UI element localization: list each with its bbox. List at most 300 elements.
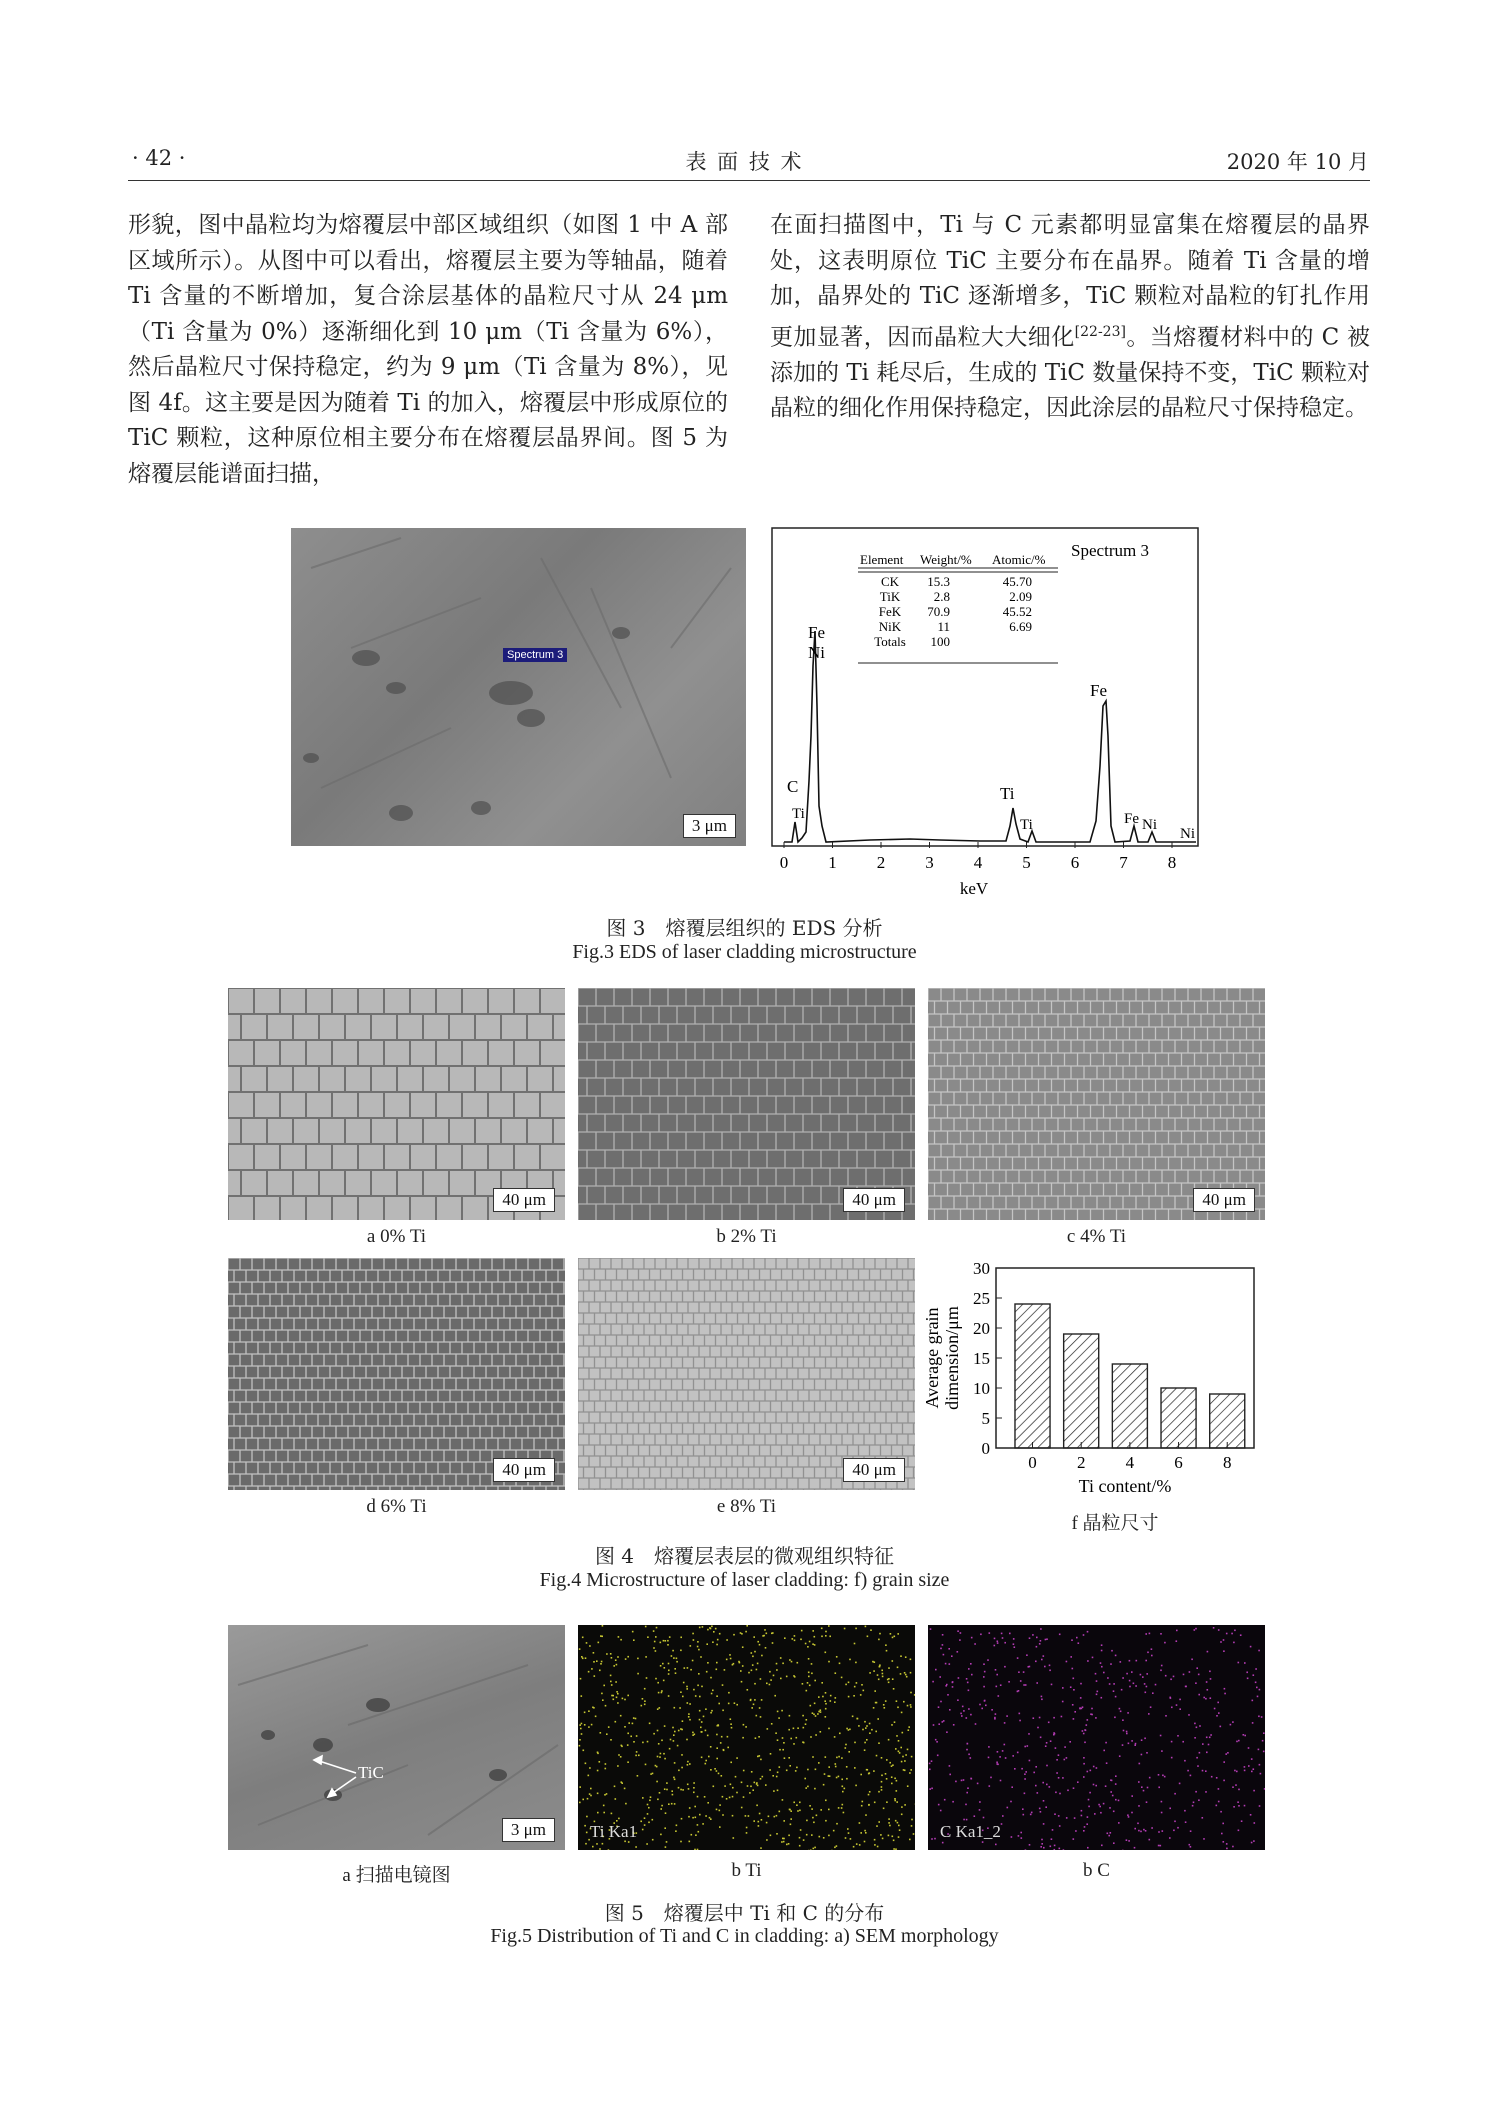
element-dot — [579, 1802, 581, 1804]
element-dot — [1024, 1793, 1026, 1795]
element-dot — [1045, 1639, 1047, 1641]
element-dot — [1046, 1638, 1048, 1640]
element-dot — [825, 1635, 827, 1637]
element-dot — [751, 1771, 753, 1773]
element-dot — [1086, 1823, 1088, 1825]
element-dot — [824, 1773, 826, 1775]
element-dot — [1183, 1674, 1185, 1676]
element-dot — [897, 1667, 899, 1669]
spectrum-xtick-label: 5 — [1022, 853, 1031, 872]
element-dot — [644, 1688, 646, 1690]
element-dot — [600, 1663, 602, 1665]
element-dot — [687, 1702, 689, 1704]
element-dot — [741, 1681, 743, 1683]
element-dot — [1251, 1771, 1253, 1773]
element-dot — [1145, 1692, 1147, 1694]
element-dot — [815, 1715, 817, 1717]
element-dot — [888, 1682, 890, 1684]
element-dot — [892, 1678, 894, 1680]
spectrum-title: Spectrum 3 — [1071, 541, 1149, 560]
table-cell: 15.3 — [927, 574, 950, 589]
element-dot — [647, 1813, 649, 1815]
element-dot — [996, 1686, 998, 1688]
element-dot — [947, 1694, 949, 1696]
element-dot — [1010, 1801, 1012, 1803]
element-dot — [1244, 1770, 1246, 1772]
element-dot — [807, 1769, 809, 1771]
element-dot — [611, 1813, 613, 1815]
element-dot — [994, 1645, 996, 1647]
element-dot — [796, 1804, 798, 1806]
element-dot — [983, 1663, 985, 1665]
element-dot — [857, 1718, 859, 1720]
element-dot — [747, 1689, 749, 1691]
element-dot — [825, 1756, 827, 1758]
element-dot — [854, 1742, 856, 1744]
citation-ref: [22-23] — [1074, 323, 1126, 340]
element-dot — [1115, 1783, 1117, 1785]
element-dot — [704, 1796, 706, 1798]
element-dot — [640, 1821, 642, 1823]
element-dot — [1101, 1666, 1103, 1668]
element-dot — [905, 1754, 907, 1756]
element-dot — [1088, 1806, 1090, 1808]
element-dot — [736, 1792, 738, 1794]
element-dot — [929, 1788, 931, 1790]
element-dot — [895, 1848, 897, 1850]
element-dot — [970, 1778, 972, 1780]
element-dot — [907, 1749, 909, 1751]
element-dot — [900, 1673, 902, 1675]
element-dot — [1066, 1757, 1068, 1759]
element-dot — [1126, 1733, 1128, 1735]
element-dot — [590, 1788, 592, 1790]
element-dot — [814, 1680, 816, 1682]
element-dot — [735, 1776, 737, 1778]
element-dot — [708, 1756, 710, 1758]
element-dot — [1144, 1738, 1146, 1740]
element-dot — [810, 1705, 812, 1707]
element-dot — [620, 1639, 622, 1641]
element-dot — [1019, 1720, 1021, 1722]
element-dot — [652, 1773, 654, 1775]
element-dot — [1090, 1770, 1092, 1772]
element-dot — [997, 1642, 999, 1644]
element-dot — [878, 1639, 880, 1641]
element-dot — [1252, 1700, 1254, 1702]
element-dot — [689, 1719, 691, 1721]
fig4f-grain-chart — [920, 1258, 1270, 1506]
element-dot — [1091, 1714, 1093, 1716]
element-dot — [963, 1779, 965, 1781]
element-dot — [727, 1747, 729, 1749]
element-dot — [697, 1641, 699, 1643]
element-dot — [698, 1649, 700, 1651]
element-dot — [769, 1671, 771, 1673]
element-dot — [1216, 1715, 1218, 1717]
element-dot — [962, 1706, 964, 1708]
element-dot — [692, 1660, 694, 1662]
element-dot — [825, 1631, 827, 1633]
element-dot — [870, 1629, 872, 1631]
element-dot — [1199, 1725, 1201, 1727]
element-dot — [896, 1790, 898, 1792]
element-dot — [864, 1749, 866, 1751]
element-dot — [897, 1633, 899, 1635]
element-dot — [730, 1718, 732, 1720]
element-dot — [848, 1832, 850, 1834]
element-dot — [793, 1743, 795, 1745]
element-dot — [689, 1763, 691, 1765]
element-dot — [676, 1658, 678, 1660]
element-dot — [830, 1700, 832, 1702]
element-dot — [1216, 1805, 1218, 1807]
element-dot — [625, 1658, 627, 1660]
element-dot — [806, 1719, 808, 1721]
element-dot — [849, 1659, 851, 1661]
element-dot — [1002, 1750, 1004, 1752]
element-dot — [788, 1757, 790, 1759]
element-dot — [909, 1839, 911, 1841]
element-dot — [1073, 1689, 1075, 1691]
element-dot — [673, 1740, 675, 1742]
element-dot — [1146, 1686, 1148, 1688]
element-dot — [1169, 1837, 1171, 1839]
element-dot — [753, 1704, 755, 1706]
element-dot — [1218, 1712, 1220, 1714]
element-dot — [733, 1634, 735, 1636]
element-dot — [931, 1838, 933, 1840]
element-dot — [823, 1837, 825, 1839]
element-dot — [722, 1814, 724, 1816]
element-dot — [701, 1686, 703, 1688]
element-dot — [1151, 1827, 1153, 1829]
element-dot — [580, 1678, 582, 1680]
element-dot — [1066, 1817, 1068, 1819]
element-dot — [739, 1662, 741, 1664]
grain-boundaries — [228, 1258, 565, 1490]
element-dot — [911, 1756, 913, 1758]
element-dot — [1177, 1827, 1179, 1829]
element-dot — [705, 1730, 707, 1732]
element-dot — [1223, 1639, 1225, 1641]
element-dot — [757, 1663, 759, 1665]
element-dot — [674, 1779, 676, 1781]
element-dot — [702, 1626, 704, 1628]
element-dot — [805, 1643, 807, 1645]
element-dot — [989, 1785, 991, 1787]
element-dot — [600, 1635, 602, 1637]
element-dot — [670, 1739, 672, 1741]
element-dot — [1120, 1711, 1122, 1713]
element-dot — [758, 1736, 760, 1738]
fig5c-c-map — [928, 1625, 1265, 1850]
element-dot — [743, 1724, 745, 1726]
element-dot — [667, 1640, 669, 1642]
fig4-micrograph-b — [578, 988, 915, 1220]
element-dot — [1179, 1699, 1181, 1701]
element-dot — [675, 1672, 677, 1674]
element-dot — [756, 1715, 758, 1717]
element-dot — [1020, 1680, 1022, 1682]
element-dot — [764, 1629, 766, 1631]
fig4-scalebar: 40 μm — [493, 1458, 555, 1482]
element-dot — [747, 1785, 749, 1787]
element-dot — [769, 1684, 771, 1686]
element-dot — [624, 1699, 626, 1701]
element-dot — [746, 1832, 748, 1834]
element-dot — [664, 1788, 666, 1790]
element-dot — [904, 1770, 906, 1772]
element-dot — [848, 1682, 850, 1684]
element-dot — [1226, 1843, 1228, 1845]
element-dot — [1083, 1763, 1085, 1765]
element-dot — [881, 1786, 883, 1788]
element-dot — [686, 1686, 688, 1688]
element-dot — [883, 1808, 885, 1810]
element-dot — [1004, 1666, 1006, 1668]
element-dot — [949, 1709, 951, 1711]
element-dot — [625, 1803, 627, 1805]
spectrum-xtick-label: 4 — [973, 853, 983, 872]
element-dot — [1162, 1830, 1164, 1832]
element-dot — [884, 1707, 886, 1709]
element-dot — [793, 1675, 795, 1677]
element-dot — [579, 1745, 581, 1747]
element-dot — [1203, 1697, 1205, 1699]
element-dot — [666, 1841, 668, 1843]
element-dot — [584, 1712, 586, 1714]
element-dot — [1262, 1740, 1264, 1742]
element-dot — [1073, 1718, 1075, 1720]
element-dot — [716, 1662, 718, 1664]
element-dot — [983, 1676, 985, 1678]
element-dot — [1073, 1787, 1075, 1789]
element-dot — [1041, 1839, 1043, 1841]
element-dot — [699, 1696, 701, 1698]
element-dot — [789, 1659, 791, 1661]
element-dot — [621, 1746, 623, 1748]
grain-pattern — [228, 1258, 565, 1490]
element-dot — [862, 1729, 864, 1731]
element-dot — [888, 1822, 890, 1824]
element-dot — [988, 1757, 990, 1759]
element-dot — [646, 1843, 648, 1845]
element-dot — [680, 1637, 682, 1639]
element-dot — [888, 1835, 890, 1837]
element-dot — [768, 1816, 770, 1818]
element-dot — [910, 1672, 912, 1674]
element-dot — [948, 1648, 950, 1650]
element-dot — [1089, 1792, 1091, 1794]
element-dot — [690, 1645, 692, 1647]
element-dot — [880, 1834, 882, 1836]
element-dot — [865, 1814, 867, 1816]
element-dot — [818, 1762, 820, 1764]
element-dot — [806, 1834, 808, 1836]
element-dot — [678, 1730, 680, 1732]
element-dot — [1043, 1823, 1045, 1825]
element-dot — [789, 1715, 791, 1717]
element-dot — [881, 1781, 883, 1783]
element-dot — [635, 1846, 637, 1848]
element-dot — [943, 1720, 945, 1722]
element-dot — [700, 1656, 702, 1658]
element-dot — [750, 1786, 752, 1788]
element-dot — [984, 1700, 986, 1702]
element-dot — [657, 1730, 659, 1732]
element-dot — [608, 1849, 610, 1850]
element-dot — [1184, 1810, 1186, 1812]
element-dot — [773, 1675, 775, 1677]
element-dot — [1001, 1633, 1003, 1635]
element-dot — [719, 1826, 721, 1828]
fig4-scalebar: 40 μm — [493, 1188, 555, 1212]
element-dot — [1055, 1792, 1057, 1794]
element-dot — [856, 1843, 858, 1845]
element-dot — [836, 1757, 838, 1759]
element-dot — [701, 1757, 703, 1759]
element-dot — [673, 1657, 675, 1659]
element-dot — [1205, 1791, 1207, 1793]
element-dot — [756, 1805, 758, 1807]
element-dot — [1147, 1652, 1149, 1654]
element-dot — [672, 1794, 674, 1796]
element-dot — [838, 1756, 840, 1758]
element-dot — [934, 1838, 936, 1840]
fig3-sem-image — [291, 528, 746, 846]
element-dot — [1207, 1689, 1209, 1691]
element-dot — [1171, 1707, 1173, 1709]
element-dot — [911, 1825, 913, 1827]
element-dot — [694, 1734, 696, 1736]
element-dot — [1006, 1715, 1008, 1717]
element-dot — [1030, 1814, 1032, 1816]
element-dot — [668, 1673, 670, 1675]
element-dot — [720, 1742, 722, 1744]
element-dot — [645, 1764, 647, 1766]
element-dot — [879, 1666, 881, 1668]
element-dot — [588, 1671, 590, 1673]
element-dot — [823, 1784, 825, 1786]
element-dot — [1234, 1630, 1236, 1632]
element-dot — [1072, 1668, 1074, 1670]
spectrum-xlabel: keV — [959, 879, 989, 898]
element-dot — [698, 1673, 700, 1675]
element-dot — [1023, 1684, 1025, 1686]
element-dot — [881, 1670, 883, 1672]
element-dot — [1005, 1757, 1007, 1759]
chart-ytick-label: 15 — [973, 1349, 990, 1368]
element-dot — [615, 1721, 617, 1723]
element-dot — [1189, 1671, 1191, 1673]
element-dot — [1177, 1735, 1179, 1737]
element-dot — [1048, 1722, 1050, 1724]
element-dot — [800, 1639, 802, 1641]
element-dot — [1191, 1659, 1193, 1661]
element-dot — [1058, 1777, 1060, 1779]
peak-label-ti-ka: Ti — [1000, 784, 1015, 803]
element-dot — [1232, 1846, 1234, 1848]
element-dot — [821, 1682, 823, 1684]
element-dot — [1091, 1708, 1093, 1710]
element-dot — [952, 1801, 954, 1803]
element-dot — [624, 1726, 626, 1728]
element-dot — [816, 1815, 818, 1817]
element-dot — [1018, 1690, 1020, 1692]
element-dot — [776, 1833, 778, 1835]
element-dot — [1174, 1821, 1176, 1823]
element-dot — [1248, 1765, 1250, 1767]
element-dot — [779, 1811, 781, 1813]
element-dot — [1045, 1745, 1047, 1747]
element-dot — [1221, 1833, 1223, 1835]
element-dot — [879, 1633, 881, 1635]
element-dot — [1220, 1811, 1222, 1813]
element-dot — [1145, 1633, 1147, 1635]
element-dot — [839, 1733, 841, 1735]
element-dot — [1115, 1775, 1117, 1777]
element-dot — [1198, 1694, 1200, 1696]
element-dot — [1112, 1795, 1114, 1797]
element-dot — [760, 1778, 762, 1780]
element-dot — [657, 1682, 659, 1684]
element-dot — [809, 1641, 811, 1643]
element-dot — [802, 1715, 804, 1717]
element-dot — [1101, 1644, 1103, 1646]
fig3-caption-cn: 图 3 熔覆层组织的 EDS 分析 — [606, 916, 883, 940]
element-dot — [846, 1766, 848, 1768]
element-dot — [594, 1675, 596, 1677]
element-dot — [791, 1661, 793, 1663]
element-dot — [695, 1834, 697, 1836]
element-dot — [904, 1760, 906, 1762]
chart-xtick-label: 0 — [1028, 1453, 1037, 1472]
element-dot — [1161, 1812, 1163, 1814]
element-dot — [877, 1846, 879, 1848]
element-dot — [674, 1707, 676, 1709]
element-dot — [1205, 1698, 1207, 1700]
element-dot — [789, 1809, 791, 1811]
element-dot — [836, 1656, 838, 1658]
fig4f-label: f 晶粒尺寸 — [1071, 1513, 1159, 1534]
element-dot — [1014, 1646, 1016, 1648]
element-dot — [1206, 1752, 1208, 1754]
element-dot — [772, 1642, 774, 1644]
element-dot — [1029, 1760, 1031, 1762]
element-dot — [644, 1817, 646, 1819]
element-dot — [855, 1662, 857, 1664]
element-dot — [1251, 1842, 1253, 1844]
element-dot — [1234, 1770, 1236, 1772]
element-dot — [1087, 1631, 1089, 1633]
element-dot — [1018, 1671, 1020, 1673]
element-dot — [1021, 1837, 1023, 1839]
element-dot — [1064, 1746, 1066, 1748]
element-dot — [958, 1677, 960, 1679]
element-dot — [644, 1704, 646, 1706]
element-dot — [971, 1674, 973, 1676]
element-dot — [817, 1713, 819, 1715]
element-dot — [874, 1839, 876, 1841]
element-dot — [1155, 1684, 1157, 1686]
element-dot — [1114, 1717, 1116, 1719]
element-dot — [1095, 1717, 1097, 1719]
element-dot — [1243, 1734, 1245, 1736]
element-dot — [721, 1775, 723, 1777]
element-dot — [661, 1805, 663, 1807]
body-right-text — [770, 208, 1370, 427]
